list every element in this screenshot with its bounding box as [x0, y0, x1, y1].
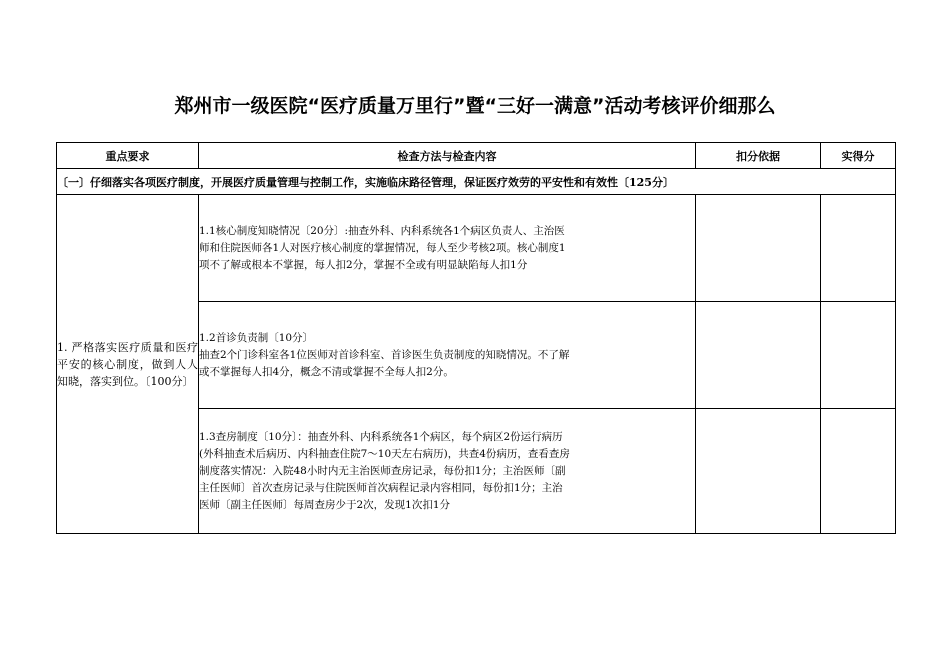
content-line: 主任医师〕首次查房记录与住院医师首次病程记录内容相同，每份扣1分；主治: [199, 481, 563, 494]
content-line: 1.2首诊负责制〔10分〕: [199, 331, 314, 344]
document-title: 郑州市一级医院“医疗质量万里行”暨“三好一满意”活动考核评价细那么: [174, 95, 776, 117]
section-heading: 〔一〕仔细落实各项医疗制度，开展医疗质量管理与控制工作，实施临床路径管理，保证医疗效劳的平安性和有效性〔125分〕: [57, 169, 896, 195]
item-content-1: [199, 195, 696, 302]
score-cell-2[interactable]: [821, 302, 896, 409]
content-line: 1.1核心制度知晓情况〔20分〕:抽查外科、内科系统各1个病区负责人、主治医: [199, 224, 565, 237]
section-row: [57, 169, 896, 195]
table-row: [57, 195, 896, 302]
deduction-cell-2[interactable]: [696, 302, 821, 409]
header-deduction-basis: 扣分依据: [696, 143, 821, 169]
item-content-2: [199, 302, 696, 409]
category-cell: 1. 严格落实医疗质量和医疗平安的核心制度，做到人人知晓，落实到位。〔100分〕: [57, 195, 199, 534]
content-line: (外科抽查术后病历、内科抽查住院7～10天左右病历)，共查4份病历，查看查房: [199, 447, 570, 460]
score-cell-3[interactable]: [821, 409, 896, 534]
header-actual-score: 实得分: [821, 143, 896, 169]
table-header-row: [57, 143, 896, 169]
content-line: 或不掌握每人扣4分，概念不清或掌握不全每人扣2分。: [199, 365, 454, 378]
header-key-requirements: 重点要求: [57, 143, 199, 169]
deduction-cell-3[interactable]: [696, 409, 821, 534]
header-method-content: 检查方法与检查内容: [199, 143, 696, 169]
item-content-3: [199, 409, 696, 534]
deduction-cell-1[interactable]: [696, 195, 821, 302]
content-line: 1.3查房制度〔10分〕：抽查外科、内科系统各1个病区，每个病区2份运行病历: [199, 430, 563, 443]
content-line: 制度落实情况：入院48小时内无主治医师查房记录，每份扣1分；主治医师〔副: [199, 464, 566, 477]
content-line: 医师〔副主任医师〕每周查房少于2次，发现1次扣1分: [199, 498, 451, 511]
content-line: 项不了解或根本不掌握，每人扣2分，掌握不全或有明显缺陷每人扣1分: [199, 258, 528, 271]
score-cell-1[interactable]: [821, 195, 896, 302]
content-line: 师和住院医师各1人对医疗核心制度的掌握情况，每人至少考核2项。核心制度1: [199, 241, 566, 254]
evaluation-table: [56, 142, 896, 534]
content-line: 抽查2个门诊科室各1位医师对首诊科室、首诊医生负责制度的知晓情况。不了解: [199, 348, 570, 361]
